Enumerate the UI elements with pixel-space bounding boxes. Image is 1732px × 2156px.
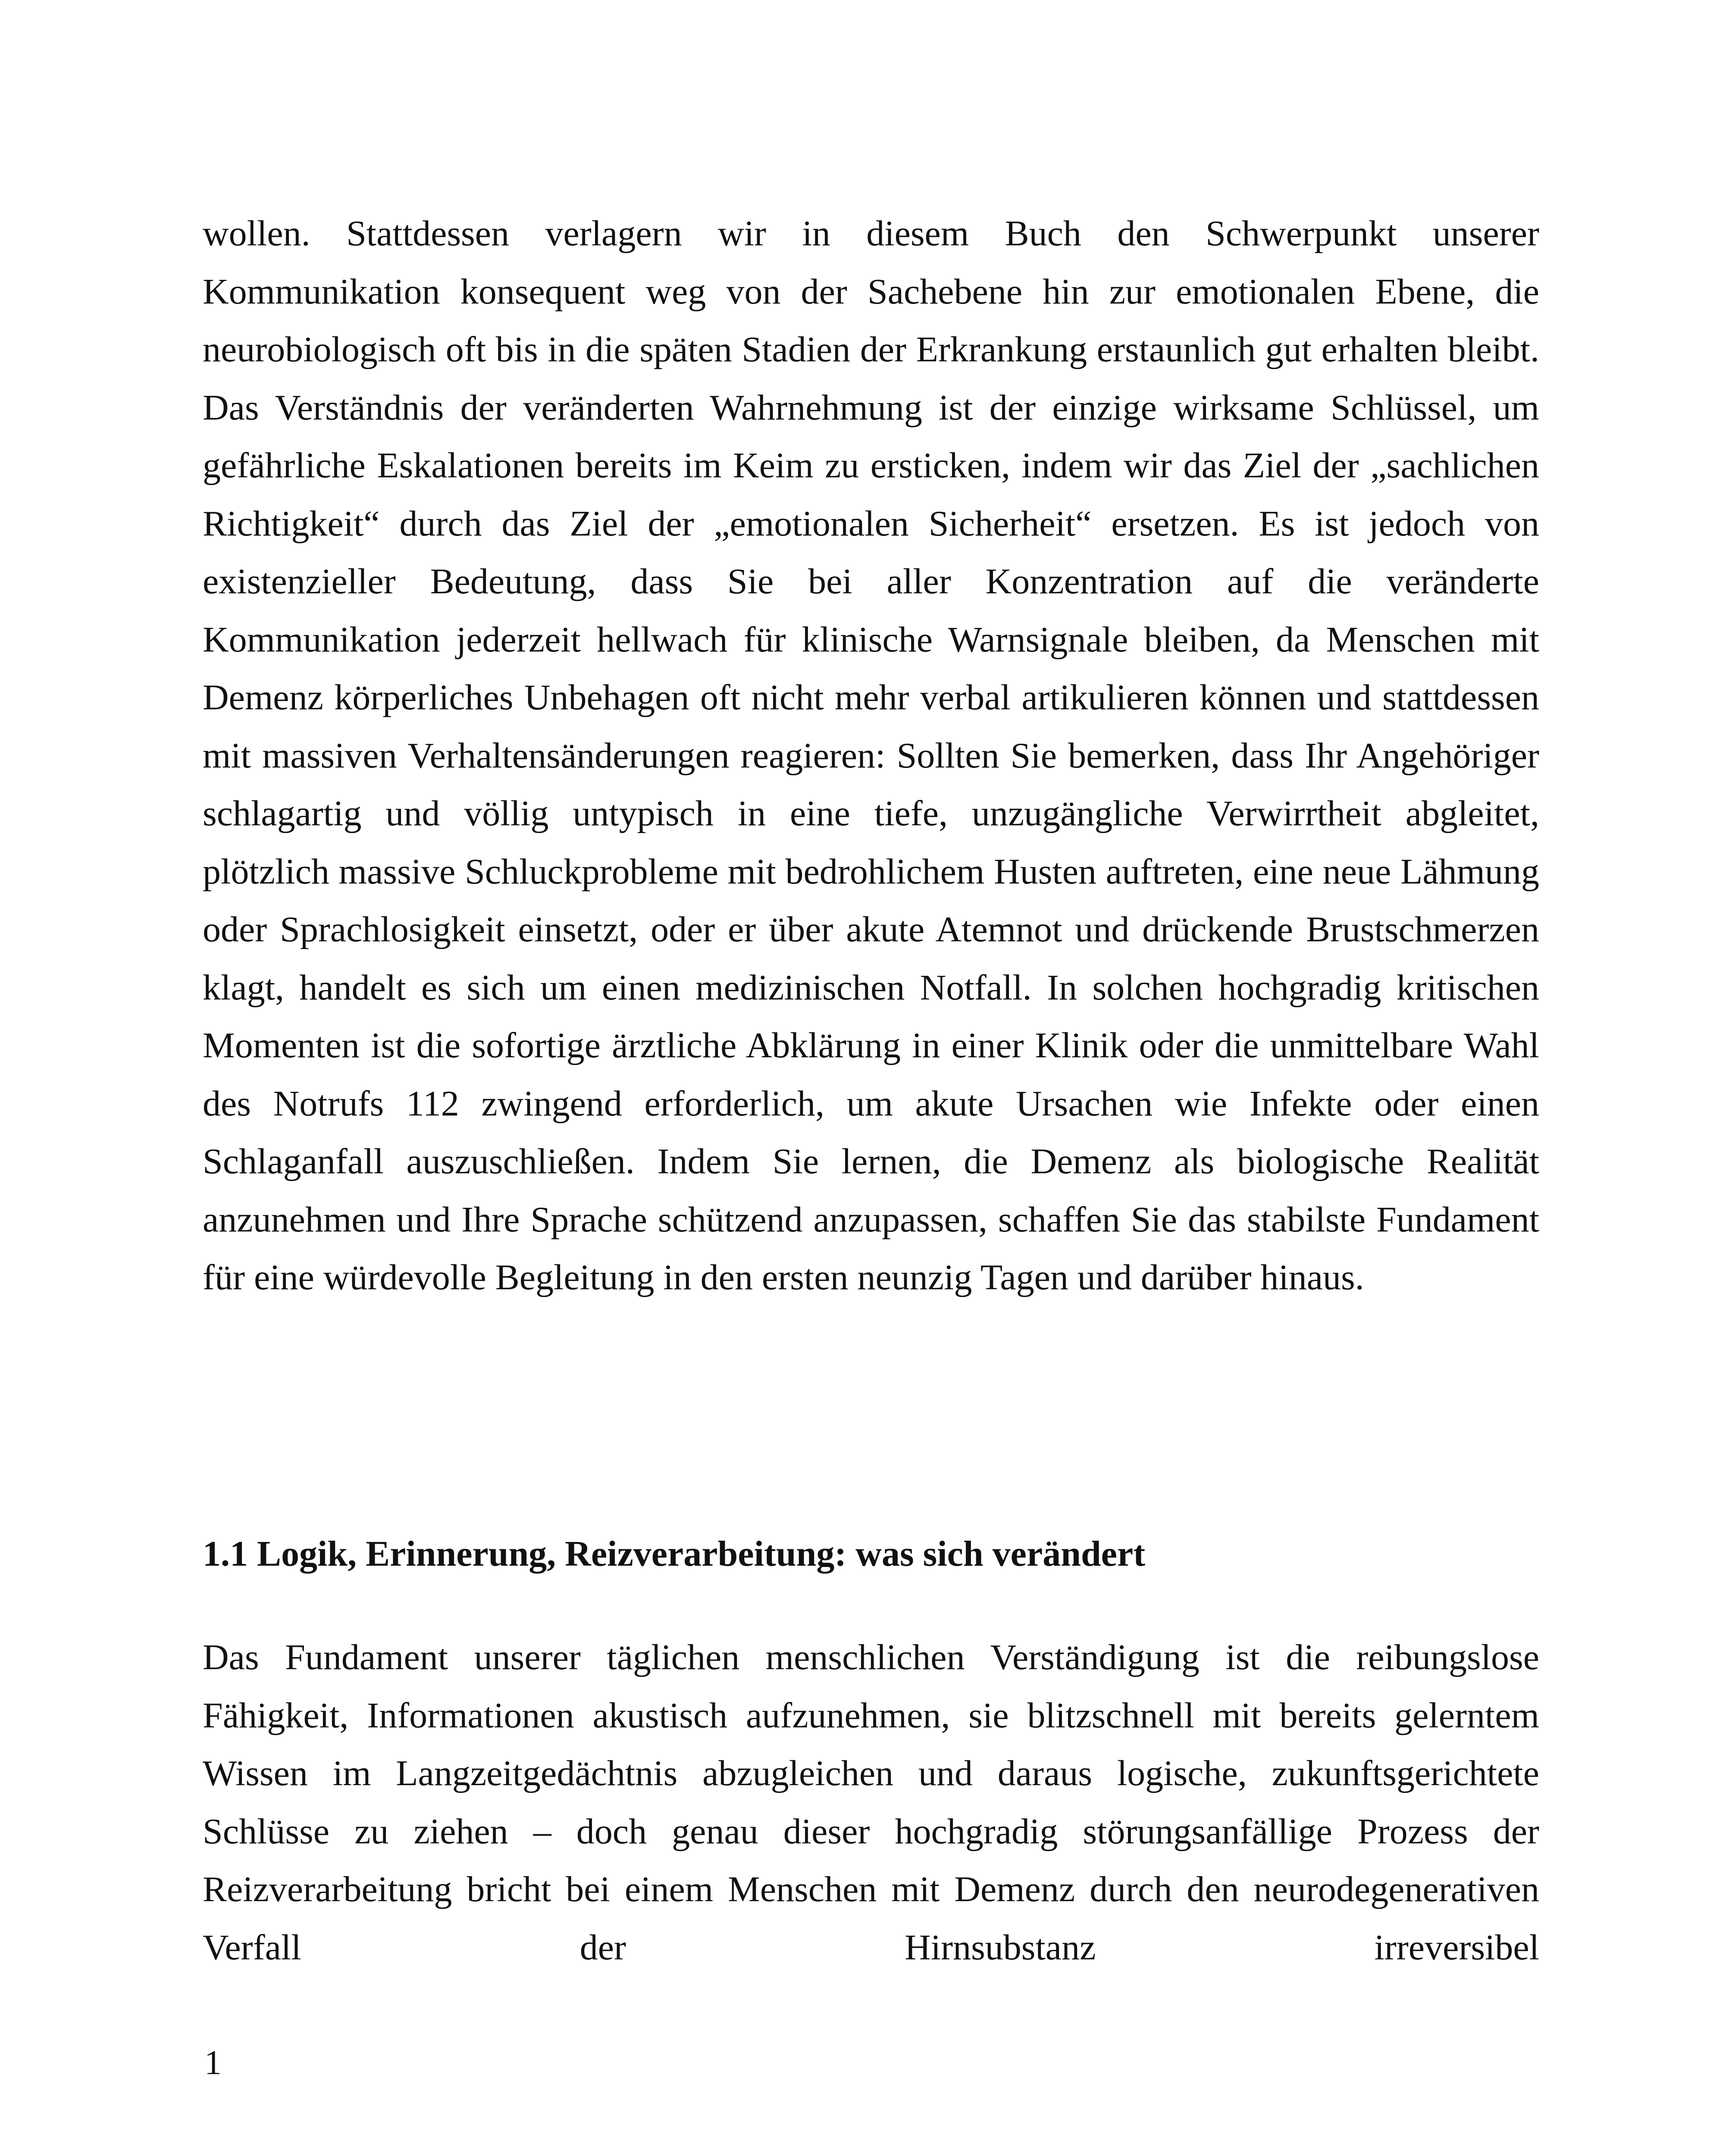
section-body-text-block <box>203 1629 1539 1977</box>
section-paragraph: Das Fundament unserer täglichen menschlichen Verständigung ist die reibungslose Fähigkeit, Informationen akustisch aufzunehmen, sie blitzschnell mit bereits gelerntem Wissen im Langzeitgedächtnis abzugleichen und daraus logische, zukunftsgerichtete Schlüsse zu ziehen – doch genau dieser hochgradig störungsanfällige Prozess der Reizverarbeitung bricht bei einem Menschen mit Demenz durch den neurodegenerativen Verfall der Hirnsubstanz irreversibel <box>203 1637 1539 1968</box>
page-number: 1 <box>204 2044 222 2082</box>
body-text-block <box>203 205 1539 1307</box>
section-heading: 1.1 Logik, Erinnerung, Reizverarbeitung: was sich verändert <box>203 1534 1146 1574</box>
paragraph-continuation: wollen. Stattdessen verlagern wir in diesem Buch den Schwerpunkt unserer Kommunikation konsequent weg von der Sachebene hin zur emotionalen Ebene, die neurobiologisch oft bis in die späten Stadien der Erkrankung erstaunlich gut erhalten bleibt. Das Verständnis der veränderten Wahrnehmung ist der einzige wirksame Schlüssel, um gefährliche Eskalationen bereits im Keim zu ersticken, indem wir das Ziel der „sachlichen Richtigkeit“ durch das Ziel der „emotionalen Sicherheit“ ersetzen. Es ist jedoch von existenzieller Bedeutung, dass Sie bei aller Konzentration auf die veränderte Kommunikation jederzeit hellwach für klinische Warnsignale bleiben, da Menschen mit Demenz körperliches Unbehagen oft nicht mehr verbal artikulieren können und stattdessen mit massiven Verhaltensänderungen reagieren: Sollten Sie bemerken, dass Ihr Angehöriger schlagartig und völlig untypisch in eine tiefe, unzugängliche Verwirrtheit abgleitet, plötzlich massive Schluckprobleme mit bedrohlichem Husten auftreten, eine neue Lähmung oder Sprachlosigkeit einsetzt, oder er über akute Atemnot und drückende Brustschmerzen klagt, handelt es sich um einen medizinischen Notfall. In solchen hochgradig kritischen Momenten ist die sofortige ärztliche Abklärung in einer Klinik oder die unmittelbare Wahl des Notrufs 112 zwingend erforderlich, um akute Ursachen wie Infekte oder einen Schlaganfall auszuschließen. Indem Sie lernen, die Demenz als biologische Realität anzunehmen und Ihre Sprache schützend anzupassen, schaffen Sie das stabilste Fundament für eine würdevolle Begleitung in den ersten neunzig Tagen und darüber hinaus. <box>203 213 1539 1297</box>
